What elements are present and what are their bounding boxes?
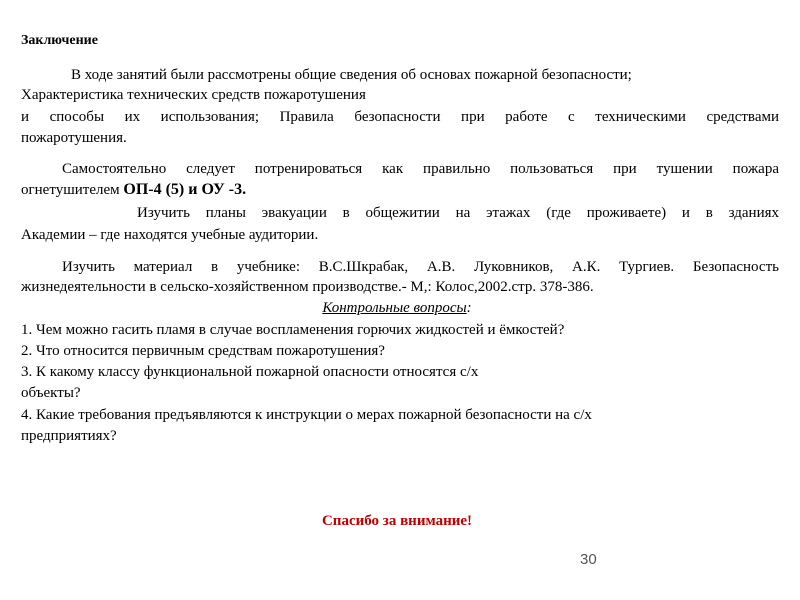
questions-heading-colon: : — [466, 300, 472, 316]
question-3-line-2: объекты? — [21, 385, 81, 401]
paragraph-2-line-2 — [21, 181, 246, 199]
paragraph-2-line-1: Самостоятельно следует потренироваться как правильно пользоваться при тушении пожара — [62, 161, 779, 177]
paragraph-3-line-2: жизнедеятельности в сельско-хозяйственном производстве.- М,: Колос,2002.стр. 378-386. — [21, 279, 594, 295]
question-4-line-1: 4. Какие требования предъявляются к инструкции о мерах пожарной безопасности на с/х — [21, 407, 592, 423]
paragraph-1-line-1: В ходе занятий были рассмотрены общие сведения об основах пожарной безопасности; — [71, 67, 632, 83]
paragraph-2-line-3: Изучить планы эвакуации в общежитии на этажах (где проживаете) и в зданиях — [137, 205, 779, 221]
slide-title: Заключение — [21, 33, 98, 48]
question-3-line-1: 3. К какому классу функциональной пожарной опасности относятся с/х — [21, 364, 479, 380]
question-4-line-2: предприятиях? — [21, 428, 117, 444]
paragraph-3-line-1: Изучить материал в учебнике: В.С.Шкрабак, А.В. Луковников, А.К. Тургиев. Безопасность — [62, 259, 779, 275]
extinguisher-models: ОП-4 (5) и ОУ -3. — [123, 181, 247, 198]
thanks-message: Спасибо за внимание! — [321, 513, 473, 529]
question-2: 2. Что относится первичным средствам пожаротушения? — [21, 343, 385, 359]
paragraph-1-line-2: Характеристика технических средств пожаротушения — [21, 87, 366, 103]
questions-heading-text: Контрольные вопросы — [322, 300, 467, 316]
paragraph-1-line-4: пожаротушения. — [21, 130, 127, 146]
question-1: 1. Чем можно гасить пламя в случае воспламенения горючих жидкостей и ёмкостей? — [21, 322, 565, 338]
paragraph-1-line-3: и способы их использования; Правила безопасности при работе с техническими средствами — [21, 109, 779, 125]
paragraph-2-line-4: Академии – где находятся учебные аудитории. — [21, 227, 319, 243]
extinguisher-intro-text: огнетушителем — [21, 182, 124, 198]
page-number: 30 — [580, 551, 597, 568]
questions-heading — [0, 299, 794, 317]
